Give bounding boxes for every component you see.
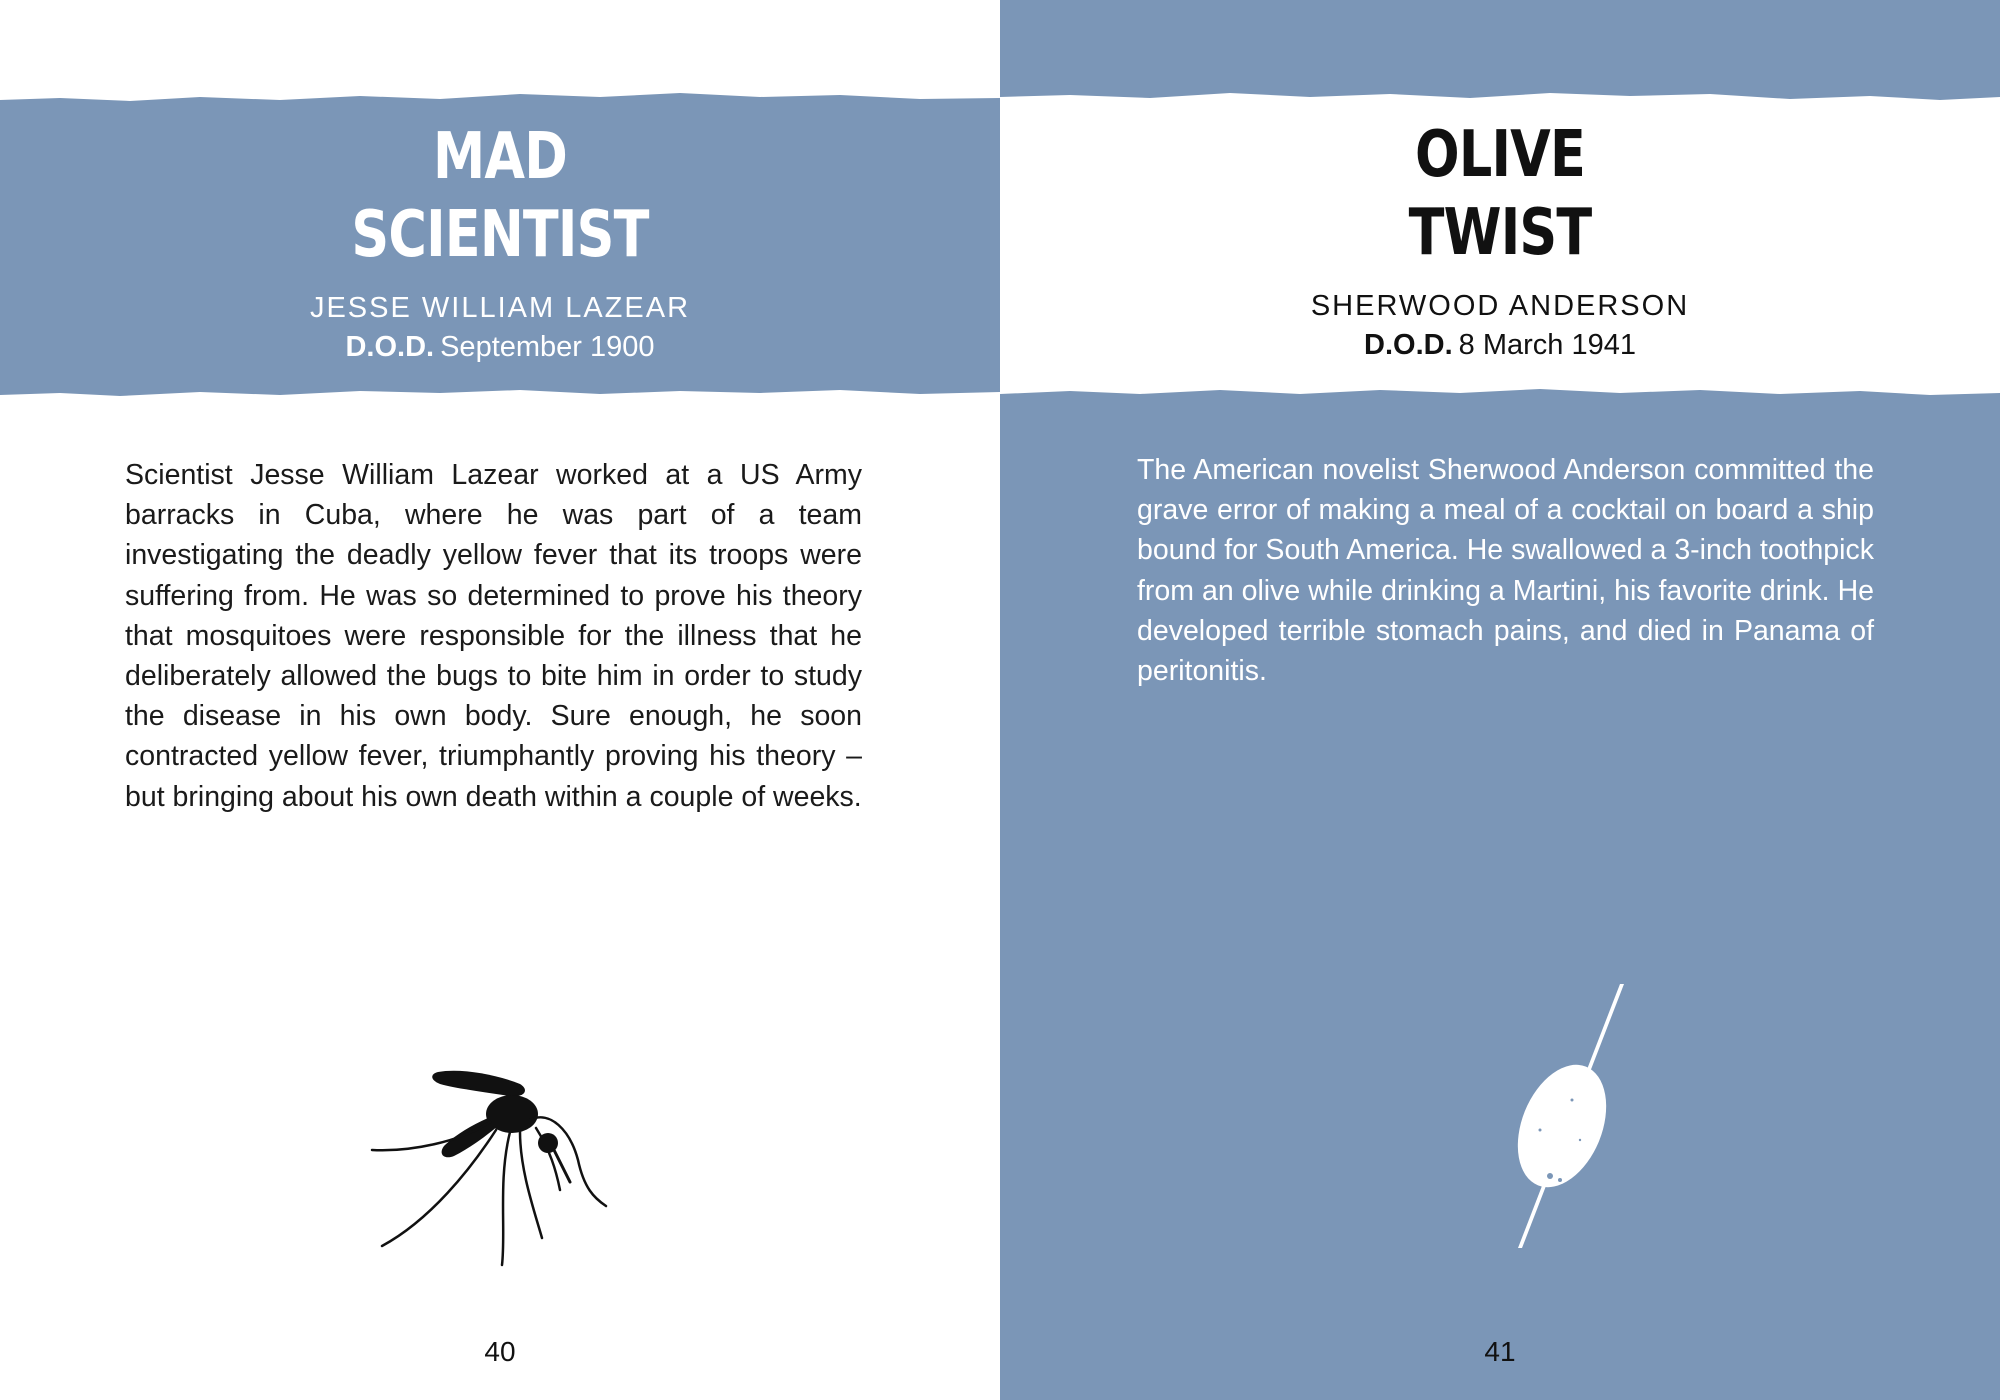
olive-toothpick-icon — [1480, 980, 1640, 1260]
right-person-name: SHERWOOD ANDERSON — [1310, 290, 1690, 322]
right-body-text: The American novelist Sherwood Anderson committed the grave error of making a meal of a cocktail on board a ship bound for South America. He swallowed a 3-inch toothpick from an olive while drinking a Martini, his favorite drink. He developed terrible stomach pains, and died in Panama of peritonitis. — [1137, 454, 1874, 688]
right-title-line2: TWIST — [1408, 196, 1592, 270]
left-dod-value: September 1900 — [440, 331, 655, 363]
left-dod-label: D.O.D. — [345, 331, 435, 363]
left-title-line1: MAD — [433, 120, 567, 194]
left-title-line2: SCIENTIST — [351, 198, 649, 272]
left-title — [90, 118, 910, 274]
right-title — [1090, 116, 1910, 272]
right-title-line1: OLIVE — [1415, 118, 1585, 192]
right-page — [1000, 0, 2000, 1400]
right-dod-label: D.O.D. — [1364, 329, 1453, 361]
left-dod — [0, 331, 1000, 364]
left-body-text: Scientist Jesse William Lazear worked at a US Army barracks in Cuba, where he was part of a team investigating the deadly yellow fever that its troops were suffering from. He was so determined to prove his theory that mosquitoes were responsible for the illness that he deliberately allowed the bugs to bite him in order to study the disease in his own body. Sure enough, he soon contracted yellow fever, triumphantly proving his theory – but bringing about his own death within a couple of weeks. — [125, 459, 862, 813]
right-page-number: 41 — [1484, 1336, 1516, 1367]
left-page-number: 40 — [484, 1336, 516, 1367]
mosquito-icon — [370, 1060, 610, 1270]
right-dod — [1000, 329, 2000, 362]
right-dod-value: 8 March 1941 — [1458, 329, 1636, 361]
left-header — [0, 118, 1000, 364]
right-header — [1000, 116, 2000, 362]
left-person-name: JESSE WILLIAM LAZEAR — [309, 292, 691, 324]
